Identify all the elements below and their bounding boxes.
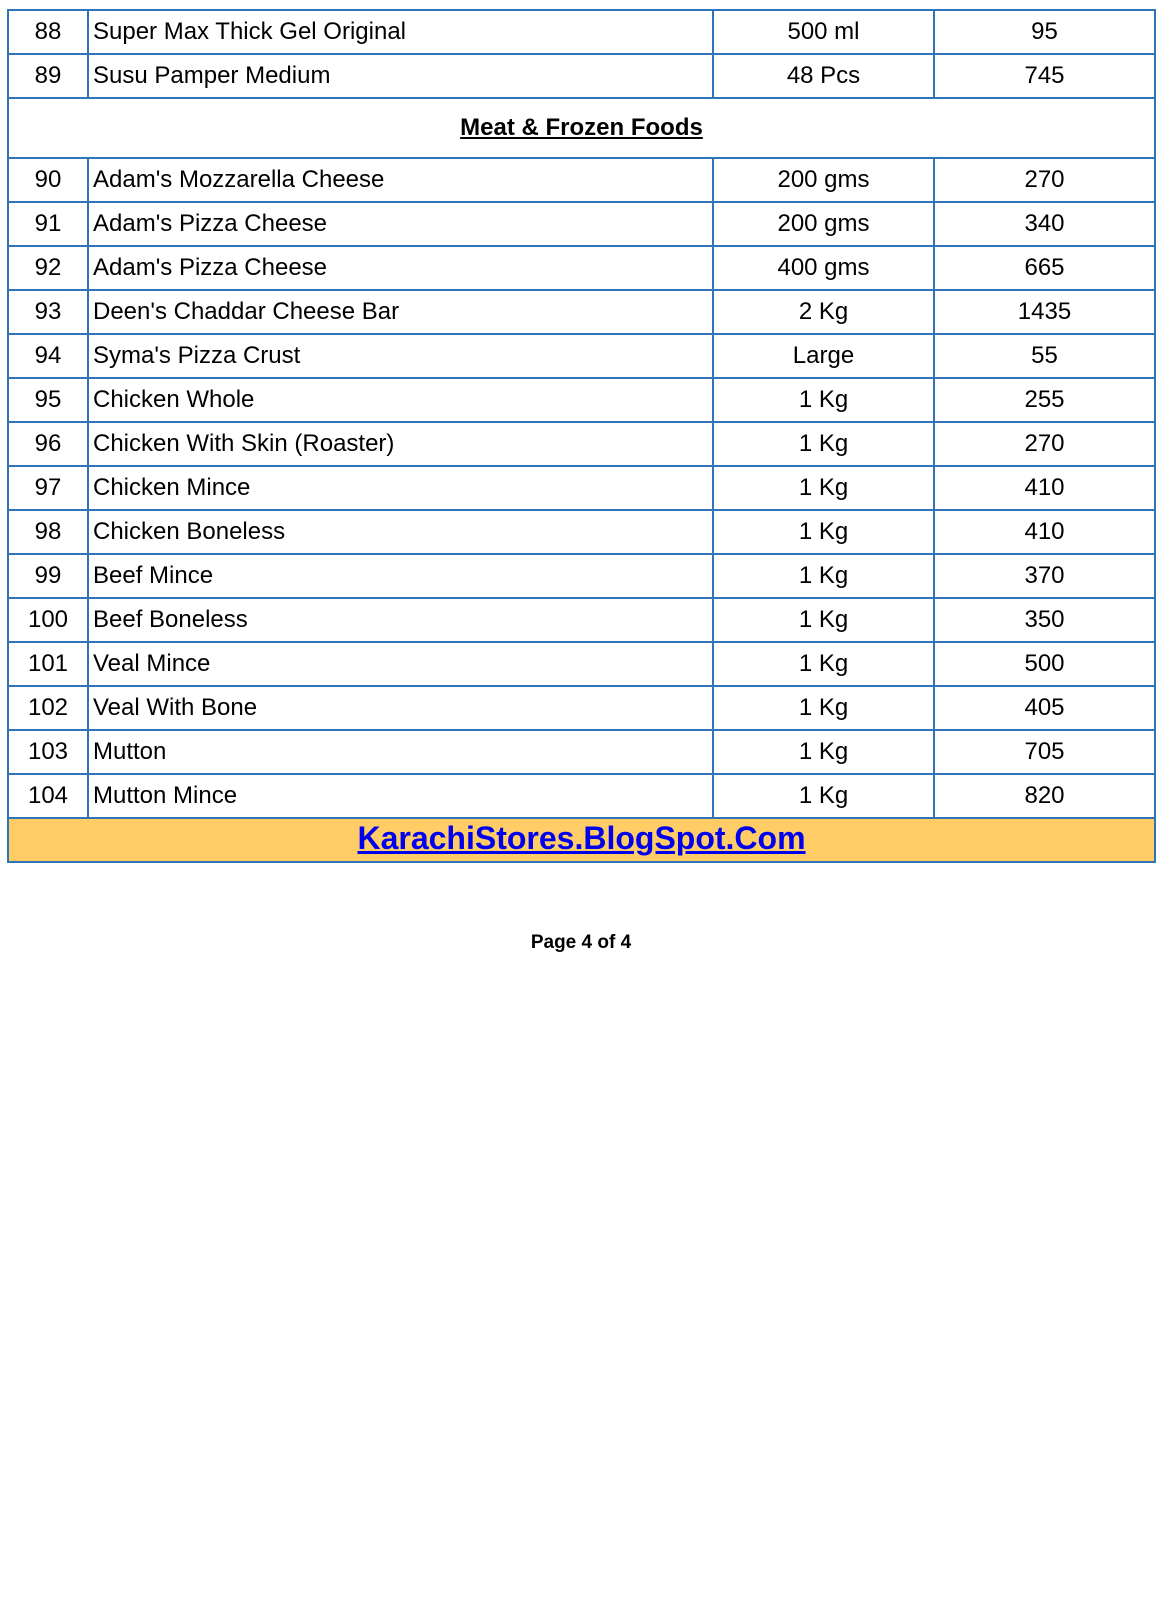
item-number: 100 [8, 598, 88, 642]
item-name: Mutton [88, 730, 713, 774]
item-number: 98 [8, 510, 88, 554]
item-name: Chicken Whole [88, 378, 713, 422]
item-name: Mutton Mince [88, 774, 713, 818]
item-name: Adam's Pizza Cheese [88, 246, 713, 290]
item-number: 103 [8, 730, 88, 774]
item-number: 94 [8, 334, 88, 378]
item-price: 410 [934, 510, 1155, 554]
item-name: Super Max Thick Gel Original [88, 10, 713, 54]
table-row [8, 378, 1155, 422]
table-row [8, 422, 1155, 466]
item-name: Syma's Pizza Crust [88, 334, 713, 378]
section-header-row [8, 98, 1155, 158]
table-row [8, 510, 1155, 554]
item-name: Deen's Chaddar Cheese Bar [88, 290, 713, 334]
item-price: 500 [934, 642, 1155, 686]
table-row [8, 202, 1155, 246]
item-name: Veal With Bone [88, 686, 713, 730]
item-price: 1435 [934, 290, 1155, 334]
item-size: 2 Kg [713, 290, 934, 334]
item-size: 1 Kg [713, 598, 934, 642]
item-name: Chicken Mince [88, 466, 713, 510]
item-number: 93 [8, 290, 88, 334]
item-size: 1 Kg [713, 554, 934, 598]
item-number: 104 [8, 774, 88, 818]
meat-rows-group [8, 158, 1155, 818]
item-size: Large [713, 334, 934, 378]
item-size: 200 gms [713, 202, 934, 246]
table-row [8, 290, 1155, 334]
item-price: 55 [934, 334, 1155, 378]
item-size: 500 ml [713, 10, 934, 54]
item-price: 705 [934, 730, 1155, 774]
item-size: 1 Kg [713, 378, 934, 422]
table-row [8, 642, 1155, 686]
item-number: 92 [8, 246, 88, 290]
item-number: 88 [8, 10, 88, 54]
item-price: 340 [934, 202, 1155, 246]
item-price: 410 [934, 466, 1155, 510]
footer-row [8, 818, 1155, 862]
item-price: 820 [934, 774, 1155, 818]
table-row [8, 158, 1155, 202]
item-size: 1 Kg [713, 774, 934, 818]
item-number: 99 [8, 554, 88, 598]
item-number: 91 [8, 202, 88, 246]
item-name: Beef Mince [88, 554, 713, 598]
item-size: 1 Kg [713, 466, 934, 510]
item-price: 745 [934, 54, 1155, 98]
table-row [8, 554, 1155, 598]
table-row [8, 54, 1155, 98]
section-header-cell [8, 98, 1155, 158]
item-price: 350 [934, 598, 1155, 642]
item-name: Beef Boneless [88, 598, 713, 642]
item-size: 1 Kg [713, 510, 934, 554]
item-size: 1 Kg [713, 642, 934, 686]
blog-link[interactable]: KarachiStores.BlogSpot.Com [357, 820, 806, 856]
item-size: 48 Pcs [713, 54, 934, 98]
item-price: 255 [934, 378, 1155, 422]
footer-group [8, 818, 1155, 862]
item-price: 95 [934, 10, 1155, 54]
item-name: Adam's Pizza Cheese [88, 202, 713, 246]
footer-cell [8, 818, 1155, 862]
item-name: Chicken With Skin (Roaster) [88, 422, 713, 466]
item-size: 1 Kg [713, 686, 934, 730]
item-number: 90 [8, 158, 88, 202]
table-row [8, 730, 1155, 774]
item-name: Adam's Mozzarella Cheese [88, 158, 713, 202]
table-row [8, 246, 1155, 290]
page-number: Page 4 of 4 [530, 932, 632, 953]
item-size: 1 Kg [713, 422, 934, 466]
top-rows-group [8, 10, 1155, 98]
item-price: 665 [934, 246, 1155, 290]
item-price: 405 [934, 686, 1155, 730]
item-name: Veal Mince [88, 642, 713, 686]
item-size: 200 gms [713, 158, 934, 202]
item-price: 270 [934, 422, 1155, 466]
item-number: 101 [8, 642, 88, 686]
item-number: 89 [8, 54, 88, 98]
item-size: 400 gms [713, 246, 934, 290]
table-row [8, 334, 1155, 378]
item-name: Susu Pamper Medium [88, 54, 713, 98]
table-row [8, 10, 1155, 54]
table-row [8, 774, 1155, 818]
item-size: 1 Kg [713, 730, 934, 774]
item-price: 270 [934, 158, 1155, 202]
item-number: 102 [8, 686, 88, 730]
item-number: 95 [8, 378, 88, 422]
item-name: Chicken Boneless [88, 510, 713, 554]
table-row [8, 598, 1155, 642]
price-list-table [7, 9, 1156, 863]
table-row [8, 686, 1155, 730]
item-number: 96 [8, 422, 88, 466]
item-number: 97 [8, 466, 88, 510]
section-title: Meat & Frozen Foods [460, 114, 703, 141]
table-row [8, 466, 1155, 510]
item-price: 370 [934, 554, 1155, 598]
section-header-group [8, 98, 1155, 158]
